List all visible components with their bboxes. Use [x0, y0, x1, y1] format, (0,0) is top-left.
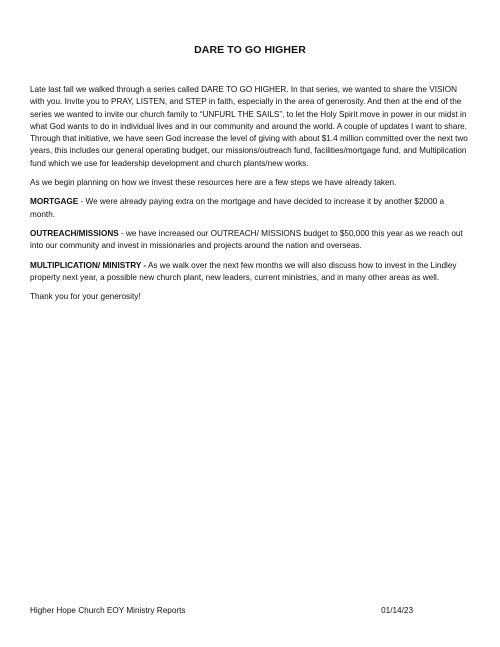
page-footer	[30, 606, 413, 615]
outreach-paragraph	[30, 228, 470, 253]
footer-report-name: Higher Hope Church EOY Ministry Reports	[30, 606, 186, 615]
intro-text: Late last fall we walked through a series called DARE TO GO HIGHER. In that series, we wanted to share the VISION with you. Invite you to PRAY, LISTEN, and STEP in faith, especially in the area of generosity. And then at the end of the series we wanted to invite our church family to “UNFURL THE SAILS”, to let the Holy Spirit move in power in our midst in what God wants to do in individual lives and in our community and around the world. A couple of updates I want to share. Through that initiative, we have seen God increase the level of giving with about $1.4 million committed over the next two years, this includes our general operating budget, our missions/outreach fund, facilities/mortgage fund, and Multiplication fund which we use for leadership development and church plants/new works.	[30, 85, 468, 168]
document-title: DARE TO GO HIGHER	[194, 44, 306, 56]
outreach-heading: OUTREACH/MISSIONS	[30, 228, 119, 238]
mortgage-heading: MORTGAGE	[30, 197, 79, 207]
footer-date: 01/14/23	[381, 606, 413, 615]
thanks-paragraph	[30, 291, 470, 303]
multiplication-paragraph	[30, 260, 470, 285]
steps-intro-text: As we begin planning on how we invest these resources here are a few steps we have already taken.	[30, 178, 397, 188]
document-body	[30, 84, 470, 310]
intro-paragraph	[30, 84, 470, 170]
mortgage-paragraph	[30, 196, 470, 221]
outreach-text: - we have increased our OUTREACH/ MISSIONS budget to $50,000 this year as we reach out into our community and invest in missionaries and projects around the nation and overseas.	[30, 228, 463, 251]
multiplication-text: As we walk over the next few months we will also discuss how to invest in the Lindley property next year, a possible new church plant, new leaders, current ministries, and in many other areas as well.	[30, 260, 457, 282]
steps-intro-paragraph	[30, 177, 470, 189]
multiplication-heading: MULTIPLICATION/ MINISTRY -	[30, 260, 147, 270]
thanks-text: Thank you for your generosity!	[30, 292, 141, 302]
mortgage-text: - We were already paying extra on the mortgage and have decided to increase it by another $2000 a month.	[30, 197, 445, 219]
